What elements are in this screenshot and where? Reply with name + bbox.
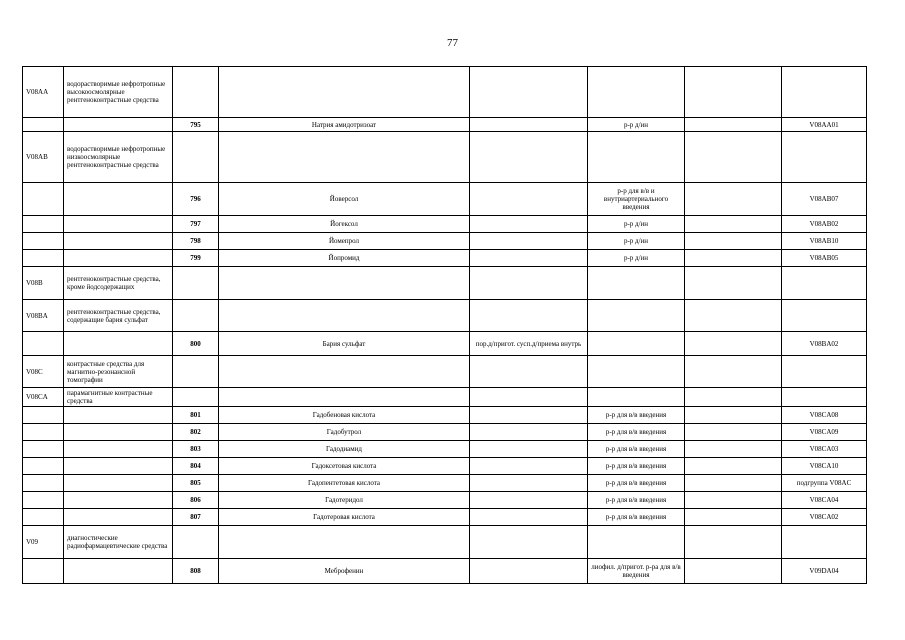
table-row — [23, 475, 867, 492]
item-number-cell: 799 — [173, 250, 219, 267]
drug-name-cell: Йогексол — [219, 216, 470, 233]
item-number-cell: 807 — [173, 509, 219, 526]
atc-group-code-cell — [23, 424, 64, 441]
dosage-form-cell — [470, 492, 588, 509]
drug-name-cell: Йомепрол — [219, 233, 470, 250]
table-row — [23, 67, 867, 118]
drug-name-cell — [219, 267, 470, 300]
drug-name-cell — [219, 356, 470, 388]
group-description-cell — [64, 559, 173, 584]
dosage-form-cell — [470, 475, 588, 492]
atc-code-cell: V08AB07 — [782, 183, 867, 216]
atc-group-code-cell — [23, 492, 64, 509]
atc-code-cell — [782, 356, 867, 388]
group-description-cell: диагностические радиофармацевтические средства — [64, 526, 173, 559]
drug-name-cell: Гадоксетовая кислота — [219, 458, 470, 475]
dosage-form-cell — [470, 267, 588, 300]
atc-group-code-cell — [23, 183, 64, 216]
group-description-cell: водорастворимые нефротропные высокоосмолярные рентгеноконтрастные средства — [64, 67, 173, 118]
dosage-form-cell — [685, 526, 782, 559]
group-description-cell — [64, 183, 173, 216]
table-body — [23, 67, 867, 584]
atc-group-code-cell — [23, 118, 64, 132]
drug-name-cell: Меброфенин — [219, 559, 470, 584]
item-number-cell: 805 — [173, 475, 219, 492]
drug-name-cell — [219, 67, 470, 118]
group-description-cell: водорастворимые нефротропные низкоосмолярные рентгеноконтрастные средства — [64, 132, 173, 183]
atc-group-code-cell — [23, 509, 64, 526]
dosage-form-cell — [470, 216, 588, 233]
dosage-form-cell — [685, 509, 782, 526]
dosage-form-cell — [470, 300, 588, 332]
group-description-cell: парамагнитные контрастные средства — [64, 388, 173, 407]
item-number-cell: 800 — [173, 332, 219, 356]
drug-name-cell: Гадодиамид — [219, 441, 470, 458]
table-row — [23, 300, 867, 332]
atc-group-code-cell — [23, 475, 64, 492]
dosage-form-cell — [470, 509, 588, 526]
item-number-cell: 801 — [173, 407, 219, 424]
item-number-cell: 802 — [173, 424, 219, 441]
dosage-form-cell — [685, 118, 782, 132]
item-number-cell — [173, 67, 219, 118]
table-row — [23, 250, 867, 267]
item-number-cell: 797 — [173, 216, 219, 233]
drug-table — [22, 66, 867, 584]
item-number-cell: 796 — [173, 183, 219, 216]
drug-name-cell — [219, 526, 470, 559]
group-description-cell — [64, 424, 173, 441]
atc-code-cell: V08AB02 — [782, 216, 867, 233]
table-row — [23, 233, 867, 250]
atc-code-cell: V08CA03 — [782, 441, 867, 458]
atc-group-code-cell: V08CA — [23, 388, 64, 407]
item-number-cell: 798 — [173, 233, 219, 250]
drug-name-cell: Гадобутрол — [219, 424, 470, 441]
atc-code-cell: V08CA09 — [782, 424, 867, 441]
table-row — [23, 388, 867, 407]
dosage-form-cell — [588, 267, 685, 300]
atc-code-cell — [782, 267, 867, 300]
dosage-form-cell: р-р д/ин — [588, 250, 685, 267]
dosage-form-cell — [685, 67, 782, 118]
table-row — [23, 424, 867, 441]
dosage-form-cell — [588, 526, 685, 559]
dosage-form-cell — [685, 216, 782, 233]
dosage-form-cell — [470, 526, 588, 559]
item-number-cell — [173, 267, 219, 300]
atc-code-cell — [782, 388, 867, 407]
dosage-form-cell — [470, 233, 588, 250]
table-row — [23, 267, 867, 300]
dosage-form-cell — [588, 356, 685, 388]
drug-name-cell: Йопромид — [219, 250, 470, 267]
dosage-form-cell: пор.д/пригот. сусп.д/приема внутрь — [470, 332, 588, 356]
drug-name-cell: Гадобеновая кислота — [219, 407, 470, 424]
dosage-form-cell — [470, 118, 588, 132]
drug-name-cell: Йоверсол — [219, 183, 470, 216]
dosage-form-cell — [685, 132, 782, 183]
dosage-form-cell: р-р для в/в введения — [588, 492, 685, 509]
dosage-form-cell — [588, 300, 685, 332]
dosage-form-cell — [470, 250, 588, 267]
dosage-form-cell — [685, 441, 782, 458]
item-number-cell: 808 — [173, 559, 219, 584]
atc-group-code-cell: V08AB — [23, 132, 64, 183]
group-description-cell — [64, 250, 173, 267]
dosage-form-cell: р-р для в/в введения — [588, 475, 685, 492]
atc-code-cell: V08CA08 — [782, 407, 867, 424]
dosage-form-cell — [685, 267, 782, 300]
dosage-form-cell — [470, 388, 588, 407]
dosage-form-cell: р-р для в/в введения — [588, 509, 685, 526]
group-description-cell — [64, 509, 173, 526]
table-row — [23, 509, 867, 526]
dosage-form-cell: р-р д/ин — [588, 233, 685, 250]
atc-code-cell — [782, 300, 867, 332]
dosage-form-cell: р-р для в/в и внутриартериального введения — [588, 183, 685, 216]
dosage-form-cell — [685, 356, 782, 388]
dosage-form-cell — [685, 250, 782, 267]
atc-group-code-cell — [23, 407, 64, 424]
table-row — [23, 559, 867, 584]
atc-group-code-cell: V08AA — [23, 67, 64, 118]
drug-name-cell: Гадотеровая кислота — [219, 509, 470, 526]
atc-code-cell: V08CA10 — [782, 458, 867, 475]
drug-name-cell: Гадотеридол — [219, 492, 470, 509]
table-row — [23, 216, 867, 233]
atc-group-code-cell — [23, 216, 64, 233]
atc-group-code-cell — [23, 250, 64, 267]
dosage-form-cell — [470, 132, 588, 183]
item-number-cell — [173, 526, 219, 559]
dosage-form-cell: р-р д/ин — [588, 118, 685, 132]
item-number-cell: 804 — [173, 458, 219, 475]
dosage-form-cell — [685, 332, 782, 356]
atc-group-code-cell: V08C — [23, 356, 64, 388]
dosage-form-cell — [685, 458, 782, 475]
dosage-form-cell — [685, 492, 782, 509]
dosage-form-cell — [685, 183, 782, 216]
atc-group-code-cell — [23, 559, 64, 584]
group-description-cell — [64, 332, 173, 356]
table-row — [23, 492, 867, 509]
group-description-cell: рентгеноконтрастные средства, содержащие бария сульфат — [64, 300, 173, 332]
atc-group-code-cell: V08B — [23, 267, 64, 300]
dosage-form-cell — [470, 183, 588, 216]
page-number: 77 — [447, 37, 458, 49]
group-description-cell — [64, 118, 173, 132]
table-row — [23, 183, 867, 216]
item-number-cell: 806 — [173, 492, 219, 509]
group-description-cell — [64, 492, 173, 509]
item-number-cell — [173, 356, 219, 388]
group-description-cell — [64, 216, 173, 233]
atc-code-cell — [782, 526, 867, 559]
atc-code-cell: V08AB10 — [782, 233, 867, 250]
table-row — [23, 441, 867, 458]
drug-name-cell: Гадопентетовая кислота — [219, 475, 470, 492]
dosage-form-cell — [685, 300, 782, 332]
group-description-cell: рентгеноконтрастные средства, кроме йодсодержащих — [64, 267, 173, 300]
drug-name-cell — [219, 300, 470, 332]
atc-code-cell: V08BA02 — [782, 332, 867, 356]
table-row — [23, 332, 867, 356]
table-row — [23, 458, 867, 475]
drug-name-cell — [219, 132, 470, 183]
atc-code-cell — [782, 67, 867, 118]
item-number-cell — [173, 388, 219, 407]
atc-code-cell: V09DA04 — [782, 559, 867, 584]
group-description-cell — [64, 233, 173, 250]
dosage-form-cell: лиофил. д/пригот. р-ра для в/в введения — [588, 559, 685, 584]
group-description-cell — [64, 458, 173, 475]
dosage-form-cell — [685, 475, 782, 492]
atc-group-code-cell — [23, 332, 64, 356]
dosage-form-cell: р-р д/ин — [588, 216, 685, 233]
atc-group-code-cell: V08BA — [23, 300, 64, 332]
atc-code-cell: V08AB05 — [782, 250, 867, 267]
atc-code-cell: V08AA01 — [782, 118, 867, 132]
table-row — [23, 132, 867, 183]
dosage-form-cell — [685, 559, 782, 584]
dosage-form-cell — [470, 458, 588, 475]
table-row — [23, 526, 867, 559]
table-row — [23, 118, 867, 132]
item-number-cell — [173, 132, 219, 183]
dosage-form-cell — [685, 407, 782, 424]
dosage-form-cell — [470, 67, 588, 118]
dosage-form-cell — [588, 332, 685, 356]
item-number-cell: 795 — [173, 118, 219, 132]
dosage-form-cell — [685, 424, 782, 441]
atc-group-code-cell — [23, 458, 64, 475]
dosage-form-cell — [470, 424, 588, 441]
atc-code-cell: V08CA02 — [782, 509, 867, 526]
dosage-form-cell — [588, 388, 685, 407]
atc-group-code-cell — [23, 441, 64, 458]
drug-name-cell — [219, 388, 470, 407]
atc-code-cell — [782, 132, 867, 183]
group-description-cell — [64, 475, 173, 492]
dosage-form-cell — [470, 407, 588, 424]
dosage-form-cell: р-р для в/в введения — [588, 458, 685, 475]
dosage-form-cell — [470, 441, 588, 458]
atc-group-code-cell: V09 — [23, 526, 64, 559]
dosage-form-cell — [470, 356, 588, 388]
group-description-cell: контрастные средства для магнитно-резонансной томографии — [64, 356, 173, 388]
table-row — [23, 407, 867, 424]
dosage-form-cell: р-р для в/в введения — [588, 407, 685, 424]
group-description-cell — [64, 407, 173, 424]
dosage-form-cell — [588, 132, 685, 183]
atc-group-code-cell — [23, 233, 64, 250]
table-row — [23, 356, 867, 388]
dosage-form-cell: р-р для в/в введения — [588, 424, 685, 441]
drug-name-cell: Натрия амидотризоат — [219, 118, 470, 132]
dosage-form-cell — [685, 388, 782, 407]
dosage-form-cell — [588, 67, 685, 118]
dosage-form-cell — [470, 559, 588, 584]
item-number-cell — [173, 300, 219, 332]
group-description-cell — [64, 441, 173, 458]
dosage-form-cell — [685, 233, 782, 250]
dosage-form-cell: р-р для в/в введения — [588, 441, 685, 458]
atc-code-cell: подгруппа V08AC — [782, 475, 867, 492]
item-number-cell: 803 — [173, 441, 219, 458]
atc-code-cell: V08CA04 — [782, 492, 867, 509]
drug-name-cell: Бария сульфат — [219, 332, 470, 356]
